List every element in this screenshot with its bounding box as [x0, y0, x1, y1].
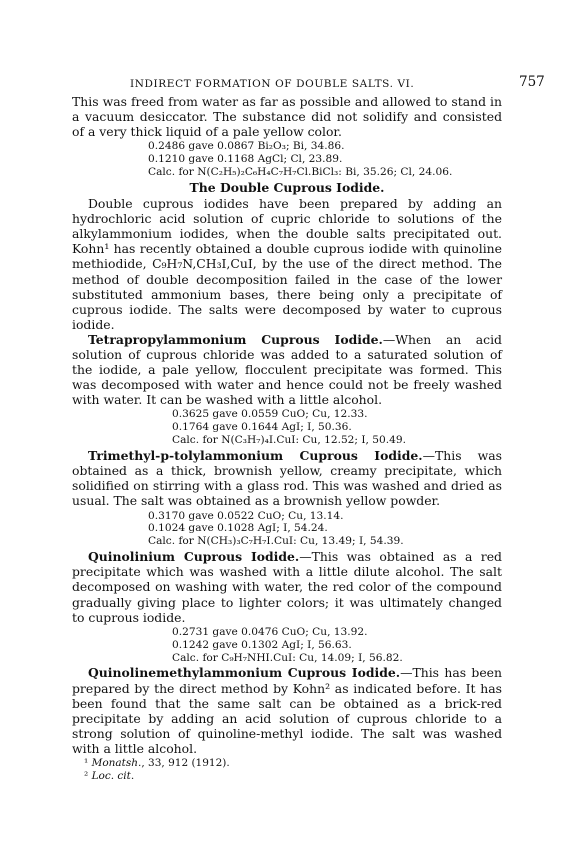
section-title: The Double Cuprous Iodide.: [189, 180, 385, 195]
analysis-line: 0.2731 gave 0.0476 CuO; Cu, 13.92.: [172, 625, 368, 638]
compound-heading: Trimethyl-p-tolylammonium Cuprous Iodide.: [88, 448, 423, 464]
analysis-line: 0.1210 gave 0.1168 AgCl; Cl, 23.89.: [148, 153, 343, 166]
footnote-mark: ¹: [84, 756, 89, 769]
analysis-line: Calc. for N(C₂H₅)₂C₆H₄C₇H₇Cl.BiCl₃: Bi, 35.26; Cl, 24.06.: [148, 166, 453, 179]
compound-heading: Quinolinemethylammonium Cuprous Iodide.: [88, 665, 401, 681]
analysis-line: 0.3625 gave 0.0559 CuO; Cu, 12.33.: [172, 408, 368, 421]
footnote-mark: ²: [84, 769, 89, 782]
analysis-data: [148, 140, 502, 179]
paragraph-text: —This has been prepared by the direct method by Kohn² as indicated before. It has been found that the same salt can be obtained as a brick-red precipitate by adding an acid solution of cuprous chloride to a strong solution of quinoline-methyl iodide. The salt was washed with a little alcohol.: [72, 665, 502, 756]
analysis-line: 0.3170 gave 0.0522 CuO; Cu, 13.14.: [148, 509, 344, 522]
paragraph: Double cuprous iodides have been prepared by adding an hydrochloric acid solution of cupric chloride to solutions of the alkylammonium iodides, when the double salts precipitated out. Kohn¹ has recently obtained a double cuprous iodide with quinoline methiodide, C₉H₇N,CH₃I,CuI, by the use of the direct method. The method of double decomposition failed in the case of the lower substituted ammonium bases, there being only a precipitate of cuprous iodide. The salts were decomposed by water to cuprous iodide.: [72, 196, 502, 332]
analysis-line: 0.1764 gave 0.1644 AgI; I, 50.36.: [172, 421, 352, 434]
paragraph-text: —This was obtained as a red precipitate which was washed with a little dilute alcohol. The salt decomposed on washing with water, the red color of the compound gradually giving place to lighter colors; it was ultimately changed to cuprous iodide.: [72, 549, 502, 625]
analysis-data: [172, 626, 502, 665]
footnote: [84, 757, 502, 770]
paragraph-text: —This was obtained as a thick, brownish yellow, creamy precipitate, which solidified on stirring with a glass rod. This was washed and dried as usual. The salt was obtained as a brownish yellow powder.: [72, 448, 502, 509]
page-number: 757: [519, 74, 545, 90]
body-text: [72, 94, 502, 782]
running-title: INDIRECT FORMATION OF DOUBLE SALTS. VI.: [130, 78, 415, 90]
paragraph: [72, 549, 502, 624]
paragraph: [72, 448, 502, 508]
analysis-data: [148, 510, 502, 549]
compound-heading: Quinolinium Cuprous Iodide.: [88, 549, 300, 565]
paragraph-text: —When an acid solution of cuprous chloride was added to a saturated solution of the iodide, a pale yellow, flocculent precipitate was formed. This was decomposed with water and hence could not be freely washed with water. It can be washed with a little alcohol.: [72, 331, 502, 408]
footnote-source: Loc. cit.: [91, 769, 135, 782]
footnote-source: Monatsh.: [91, 756, 142, 769]
footnote: [84, 770, 502, 783]
paragraph: [72, 665, 502, 756]
paragraph: This was freed from water as far as possible and allowed to stand in a vacuum desiccator. The substance did not solidify and consisted of a very thick liquid of a pale yellow color.: [72, 94, 502, 140]
analysis-line: 0.1242 gave 0.1302 AgI; I, 56.63.: [172, 638, 352, 651]
analysis-data: [172, 408, 502, 447]
analysis-line: 0.1024 gave 0.1028 AgI; I, 54.24.: [148, 522, 328, 535]
analysis-line: Calc. for N(C₃H₇)₄I.CuI: Cu, 12.52; I, 50.49.: [172, 434, 406, 447]
analysis-line: Calc. for N(CH₃)₃C₇H₇I.CuI: Cu, 13.49; I, 54.39.: [148, 535, 404, 548]
footnote-reference: , 33, 912 (1912).: [141, 756, 230, 769]
analysis-line: 0.2486 gave 0.0867 Bi₂O₃; Bi, 34.86.: [148, 140, 345, 153]
compound-heading: Tetrapropylammonium Cuprous Iodide.: [88, 331, 383, 347]
paragraph: [72, 332, 502, 407]
analysis-line: Calc. for C₉H₇NHI.CuI: Cu, 14.09; I, 56.82.: [172, 651, 403, 664]
